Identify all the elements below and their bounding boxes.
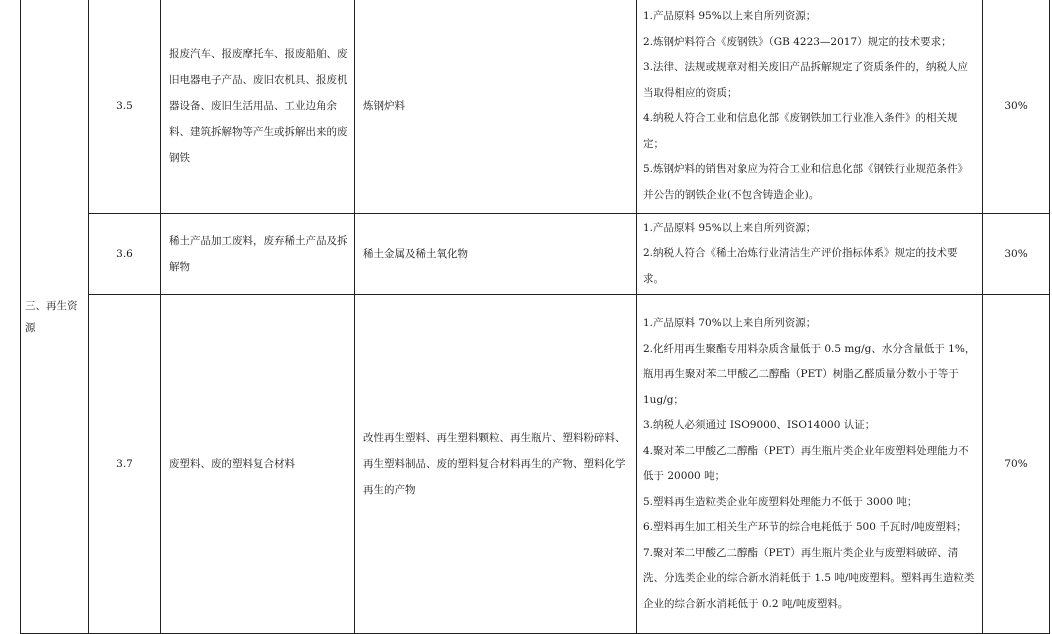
- category-cell: 三、再生资源: [21, 0, 89, 634]
- product-name: 改性再生塑料、再生塑料颗粒、再生瓶片、塑料粉碎料、再生塑料制品、废的塑料复合材料再生的产物、塑料化学再生的产物: [355, 295, 637, 634]
- condition-item: 2.纳税人符合《稀土冶炼行业清洁生产评价指标体系》规定的技术要求。: [643, 247, 958, 285]
- table-row: [21, 0, 1050, 213]
- condition-item: 1.产品原料 95%以上来自所列资源；: [643, 221, 817, 234]
- condition-item: 1.产品原料 95%以上来自所列资源；: [643, 10, 817, 23]
- resource-source: 废塑料、废的塑料复合材料: [161, 295, 355, 634]
- table-row: [21, 213, 1050, 295]
- condition-item: 5.塑料再生造粒类企业年废塑料处理能力不低于 3000 吨；: [643, 495, 918, 508]
- condition-item: 3.纳税人必须通过 ISO9000、ISO14000 认证；: [643, 419, 876, 431]
- resource-source: 稀土产品加工废料，废弃稀土产品及拆解物: [161, 213, 355, 295]
- condition-item: 4.纳税人符合工业和信息化部《废钢铁加工行业准入条件》的相关规定；: [643, 112, 958, 150]
- row-number: 3.7: [89, 295, 161, 634]
- resource-source: 报废汽车、报废摩托车、报废船舶、废旧电器电子产品、废旧农机具、报废机器设备、废旧生活用品、工业边角余料、建筑拆解物等产生或拆解出来的废钢铁: [161, 0, 355, 213]
- refund-rate: 30%: [983, 213, 1050, 295]
- refund-rate: 30%: [983, 0, 1050, 213]
- condition-item: 6.塑料再生加工相关生产环节的综合电耗低于 500 千瓦时/吨废塑料；: [643, 521, 967, 533]
- resource-table: [20, 0, 1050, 634]
- condition-item: 1.产品原料 70%以上来自所列资源；: [643, 317, 817, 329]
- technical-conditions: [637, 295, 983, 634]
- technical-conditions: [637, 213, 983, 295]
- condition-item: 7.聚对苯二甲酸乙二醇酯（PET）再生瓶片类企业与废塑料破碎、清洗、分选类企业的综合新水消耗低于 1.5 吨/吨废塑料。塑料再生造粒类企业的综合新水消耗低于 0.2 吨/吨废塑料。: [643, 546, 975, 610]
- condition-item: 4.聚对苯二甲酸乙二醇酯（PET）再生瓶片类企业年废塑料处理能力不低于 20000 吨；: [643, 444, 969, 482]
- refund-rate: 70%: [983, 295, 1050, 634]
- condition-item: 2.化纤用再生聚酯专用料杂质含量低于 0.5 mg/g、水分含量低于 1%，瓶用再生聚对苯二甲酸乙二醇酯（PET）树脂乙醛质量分数小于等于 1ug/g；: [643, 342, 976, 406]
- condition-item: 5.炼钢炉料的销售对象应为符合工业和信息化部《钢铁行业规范条件》并公告的钢铁企业(不包含铸造企业)。: [643, 163, 969, 201]
- condition-item: 2.炼钢炉料符合《废钢铁》（GB 4223—2017）规定的技术要求；: [643, 35, 952, 48]
- technical-conditions: [637, 0, 983, 213]
- row-number: 3.6: [89, 213, 161, 295]
- product-name: 稀土金属及稀土氧化物: [355, 213, 637, 295]
- condition-item: 3.法律、法规或规章对相关废旧产品拆解规定了资质条件的，纳税人应当取得相应的资质；: [643, 61, 969, 99]
- row-number: 3.5: [89, 0, 161, 213]
- product-name: 炼钢炉料: [355, 0, 637, 213]
- table-row: [21, 295, 1050, 634]
